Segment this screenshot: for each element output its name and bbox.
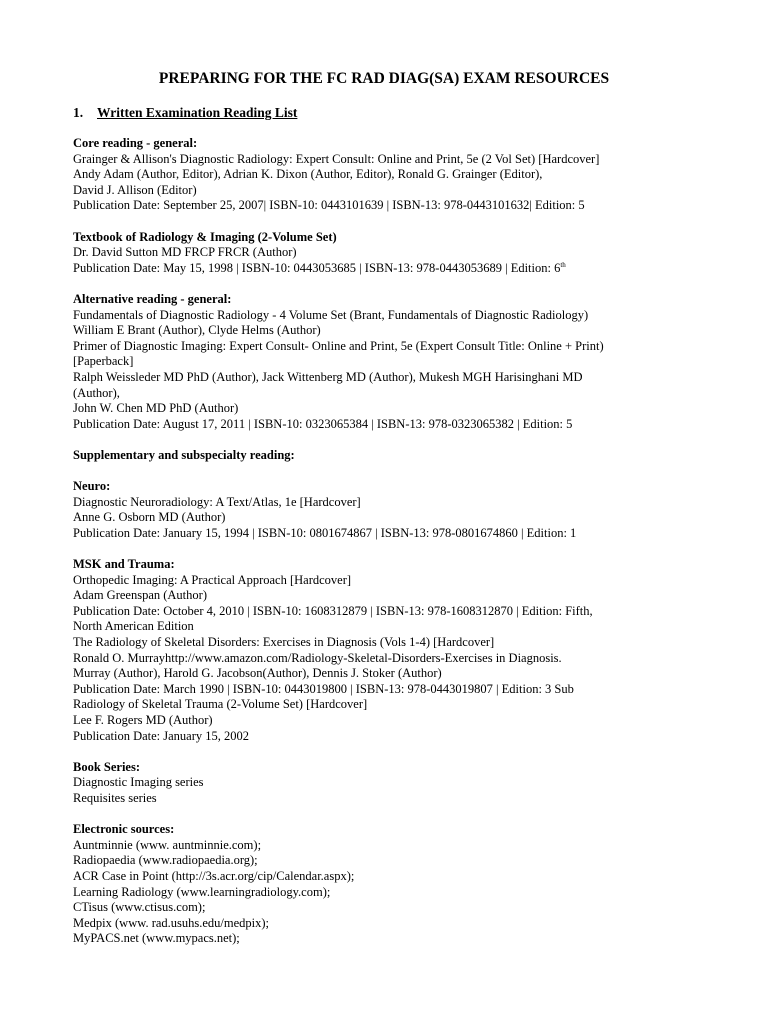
reference-line: Radiology of Skeletal Trauma (2-Volume Set) [Hardcover] [73, 697, 368, 712]
reference-line: Publication Date: March 1990 | ISBN-10: 0443019800 | ISBN-13: 978-0443019807 | Edition: 3 Sub [73, 681, 574, 696]
section-number: 1. [73, 105, 84, 120]
reference-line: William E Brant (Author), Clyde Helms (Author) [73, 323, 321, 338]
reference-line: Grainger & Allison's Diagnostic Radiology: Expert Consult: Online and Print, 5e (2 Vol Set) [Hardcover] [73, 151, 600, 166]
reference-line: Ronald O. Murrayhttp://www.amazon.com/Radiology-Skeletal-Disorders-Exercises in Diagnosis. [73, 650, 562, 665]
reading-group [73, 448, 693, 464]
ordinal-suffix: th [560, 260, 566, 269]
group-heading: Supplementary and subspecialty reading: [73, 447, 295, 462]
group-heading: Core reading - general: [73, 136, 198, 150]
reference-line: [Paperback] [73, 354, 134, 369]
reference-line: Fundamentals of Diagnostic Radiology - 4 Volume Set (Brant, Fundamentals of Diagnostic Radiology) [73, 307, 589, 322]
reference-line: Andy Adam (Author, Editor), Adrian K. Dixon (Author, Editor), Ronald G. Grainger (Editor), [73, 167, 543, 182]
reference-line: Auntminnie (www. auntminnie.com); [73, 837, 262, 852]
group-heading: Electronic sources: [73, 822, 175, 837]
section-title: Written Examination Reading List [97, 105, 298, 120]
reference-line: Lee F. Rogers MD (Author) [73, 712, 213, 727]
reference-line: Adam Greenspan (Author) [73, 588, 207, 603]
reference-line: CTisus (www.ctisus.com); [73, 900, 206, 915]
reference-line: David J. Allison (Editor) [73, 182, 197, 197]
reference-line: Publication Date: January 15, 1994 | ISBN-10: 0801674867 | ISBN-13: 978-0801674860 | Edition: 1 [73, 525, 577, 540]
reference-line: The Radiology of Skeletal Disorders: Exercises in Diagnosis (Vols 1-4) [Hardcover] [73, 635, 495, 649]
reference-line: Dr. David Sutton MD FRCP FRCR (Author) [73, 245, 297, 260]
reference-text: Publication Date: May 15, 1998 | ISBN-10: 0443053685 | ISBN-13: 978-0443053689 | Edition: 6 [73, 260, 561, 275]
reference-line: Orthopedic Imaging: A Practical Approach [Hardcover] [73, 572, 352, 587]
reference-line: Diagnostic Neuroradiology: A Text/Atlas, 1e [Hardcover] [73, 494, 361, 509]
reference-line: Anne G. Osborn MD (Author) [73, 510, 226, 525]
reference-line: Ralph Weissleder MD PhD (Author), Jack Wittenberg MD (Author), Mukesh MGH Harisinghani MD [73, 369, 583, 384]
reference-line: Diagnostic Imaging series [73, 775, 204, 790]
reference-line: (Author), [73, 385, 120, 400]
reading-group [73, 230, 693, 277]
document-title: PREPARING FOR THE FC RAD DIAG(SA) EXAM RESOURCES [158, 70, 610, 87]
reading-group [73, 292, 693, 432]
reference-line: Primer of Diagnostic Imaging: Expert Consult- Online and Print, 5e (Expert Consult Title: Online + Print) [73, 338, 604, 353]
group-heading: Neuro: [73, 479, 111, 494]
reference-line [73, 261, 693, 277]
group-heading: Alternative reading - general: [73, 291, 232, 306]
reading-group [73, 760, 693, 807]
reference-line: Learning Radiology (www.learningradiology.com); [73, 884, 331, 899]
reference-line: Publication Date: January 15, 2002 [73, 728, 250, 743]
reference-line: Murray (Author), Harold G. Jacobson(Author), Dennis J. Stoker (Author) [73, 666, 442, 681]
reference-line: John W. Chen MD PhD (Author) [73, 401, 239, 416]
reading-group [73, 557, 693, 744]
reference-line: MyPACS.net (www.mypacs.net); [73, 931, 240, 946]
reference-line: ACR Case in Point (http://3s.acr.org/cip/Calendar.aspx); [73, 868, 355, 883]
reading-group [73, 136, 693, 214]
reference-line: Publication Date: September 25, 2007| ISBN-10: 0443101639 | ISBN-13: 978-0443101632| Edition: 5 [73, 198, 585, 213]
group-heading: MSK and Trauma: [73, 557, 175, 572]
reading-list [73, 136, 693, 962]
reference-line: North American Edition [73, 619, 194, 634]
reference-line: Radiopaedia (www.radiopaedia.org); [73, 853, 258, 868]
reference-line: Medpix (www. rad.usuhs.edu/medpix); [73, 915, 270, 930]
reference-line: Requisites series [73, 790, 157, 805]
group-heading: Book Series: [73, 759, 141, 774]
reference-line: Publication Date: August 17, 2011 | ISBN-10: 0323065384 | ISBN-13: 978-0323065382 | Edition: 5 [73, 416, 573, 431]
reference-line: Publication Date: October 4, 2010 | ISBN-10: 1608312879 | ISBN-13: 978-1608312870 | Edition: Fifth, [73, 603, 593, 618]
section-heading [73, 104, 297, 122]
reading-group [73, 822, 693, 947]
group-heading: Textbook of Radiology & Imaging (2-Volume Set) [73, 229, 337, 244]
reading-group [73, 479, 693, 541]
